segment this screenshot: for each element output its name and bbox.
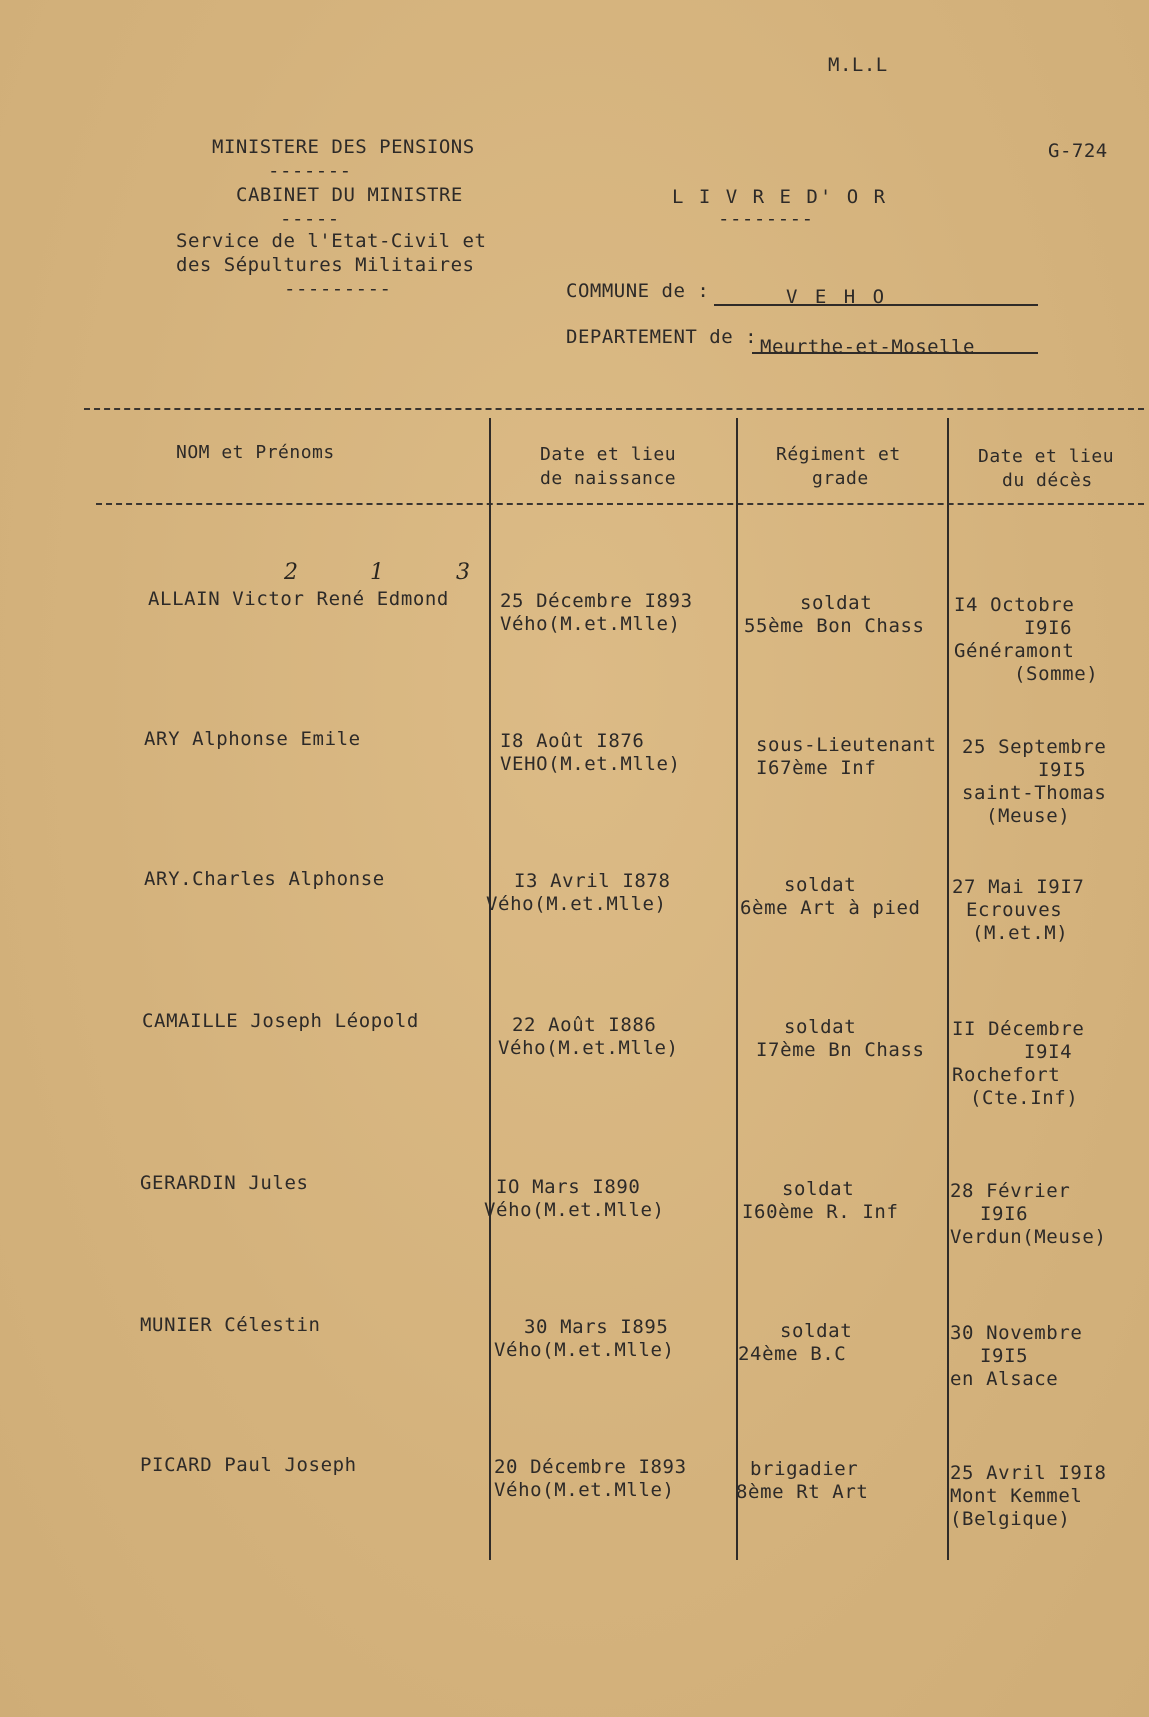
rank: soldat (780, 1320, 853, 1342)
soldier-name: CAMAILLE Joseph Léopold (142, 1010, 419, 1032)
rank: sous-Lieutenant (756, 734, 937, 756)
regiment: 24ème B.C (738, 1343, 847, 1365)
table-header-rule (96, 503, 1144, 505)
birth-date: 20 Décembre I893 (494, 1456, 687, 1478)
rank: soldat (784, 874, 857, 896)
rank: brigadier (750, 1458, 859, 1480)
separator: ------- (268, 160, 352, 182)
table-row (0, 1314, 1149, 1454)
birth-place: Vého(M.et.Mlle) (494, 1339, 675, 1361)
table-row (0, 728, 1149, 868)
department-value: Meurthe-et-Moselle (760, 336, 975, 358)
rank: soldat (782, 1178, 855, 1200)
reference-mark: M.L.L (828, 54, 888, 76)
birth-place: Vého(M.et.Mlle) (484, 1199, 665, 1221)
table-row (0, 1172, 1149, 1312)
death-place: saint-Thomas (962, 782, 1107, 804)
regiment: 6ème Art à pied (740, 897, 921, 919)
service-line-2: des Sépultures Militaires (176, 254, 475, 276)
birth-place: Vého(M.et.Mlle) (494, 1479, 675, 1501)
death-region: (Somme) (1014, 663, 1099, 685)
death-date: 27 Mai I9I7 (952, 876, 1085, 898)
handwritten-mark: 1 (370, 560, 384, 585)
birth-date: IO Mars I890 (496, 1176, 641, 1198)
service-line-1: Service de l'Etat-Civil et (176, 230, 487, 252)
death-place: Verdun(Meuse) (950, 1226, 1107, 1248)
death-year: I9I5 (1038, 759, 1087, 781)
death-date: 30 Novembre (950, 1322, 1083, 1344)
soldier-name: ARY Alphonse Emile (144, 728, 361, 750)
regiment: I60ème R. Inf (742, 1201, 899, 1223)
birth-date: 30 Mars I895 (524, 1316, 669, 1338)
department-label: DEPARTEMENT de : (566, 326, 758, 348)
birth-place: VEHO(M.et.Mlle) (500, 753, 681, 775)
death-region: (Belgique) (950, 1508, 1071, 1530)
death-year: I9I5 (980, 1345, 1029, 1367)
table-top-rule (84, 408, 1144, 410)
column-header-name: NOM et Prénoms (176, 442, 335, 463)
death-year: I9I6 (980, 1203, 1029, 1225)
cabinet-heading: CABINET DU MINISTRE (236, 184, 463, 206)
rank: soldat (784, 1016, 857, 1038)
soldier-name: GERARDIN Jules (140, 1172, 309, 1194)
column-header-death: Date et lieu (978, 446, 1115, 467)
column-header-birth: Date et lieu (540, 444, 677, 465)
death-date: 25 Avril I9I8 (950, 1462, 1107, 1484)
table-row (0, 1454, 1149, 1594)
birth-date: 25 Décembre I893 (500, 590, 693, 612)
soldier-name: ARY.Charles Alphonse (144, 868, 385, 890)
separator: --------- (284, 278, 392, 300)
ministry-heading: MINISTERE DES PENSIONS (212, 136, 475, 158)
column-header-regiment: Régiment et (776, 444, 901, 465)
document-title: L I V R E D' O R (672, 186, 888, 208)
regiment: I67ème Inf (756, 757, 877, 779)
birth-place: Vého(M.et.Mlle) (498, 1037, 679, 1059)
death-place: Ecrouves (966, 899, 1063, 921)
birth-date: I3 Avril I878 (514, 870, 671, 892)
death-region: (M.et.M) (972, 922, 1069, 944)
death-place: Rochefort (952, 1064, 1061, 1086)
death-date: 25 Septembre (962, 736, 1107, 758)
regiment: 55ème Bon Chass (744, 615, 925, 637)
column-header-birth-line2: de naissance (540, 468, 677, 489)
commune-underline (714, 304, 1038, 306)
column-header-regiment-line2: grade (812, 468, 869, 489)
soldier-name: MUNIER Célestin (140, 1314, 321, 1336)
death-year: I9I4 (1024, 1041, 1073, 1063)
death-date: 28 Février (950, 1180, 1071, 1202)
table-row (0, 588, 1149, 728)
department-underline (752, 352, 1038, 354)
death-place: Généramont (954, 640, 1075, 662)
regiment: I7ème Bn Chass (756, 1039, 925, 1061)
death-date: II Décembre (952, 1018, 1085, 1040)
birth-place: Vého(M.et.Mlle) (486, 893, 667, 915)
separator: ----- (280, 208, 340, 230)
rank: soldat (800, 592, 873, 614)
commune-value: V E H O (786, 286, 888, 308)
death-place: Mont Kemmel (950, 1485, 1083, 1507)
column-header-death-line2: du décès (1002, 470, 1093, 491)
birth-date: I8 Août I876 (500, 730, 645, 752)
table-row (0, 1010, 1149, 1150)
soldier-name: ALLAIN Victor René Edmond (148, 588, 449, 610)
handwritten-mark: 3 (456, 560, 470, 585)
death-date: I4 Octobre (954, 594, 1075, 616)
table-row (0, 868, 1149, 1008)
commune-label: COMMUNE de : (566, 280, 710, 302)
handwritten-mark: 2 (284, 560, 298, 585)
title-underline: -------- (718, 208, 814, 230)
death-place: en Alsace (950, 1368, 1059, 1390)
death-region: (Cte.Inf) (970, 1087, 1079, 1109)
soldier-name: PICARD Paul Joseph (140, 1454, 357, 1476)
regiment: 8ème Rt Art (736, 1481, 869, 1503)
birth-date: 22 Août I886 (512, 1014, 657, 1036)
birth-place: Vého(M.et.Mlle) (500, 613, 681, 635)
death-year: I9I6 (1024, 617, 1073, 639)
death-region: (Meuse) (986, 805, 1071, 827)
document-code: G-724 (1048, 140, 1108, 162)
